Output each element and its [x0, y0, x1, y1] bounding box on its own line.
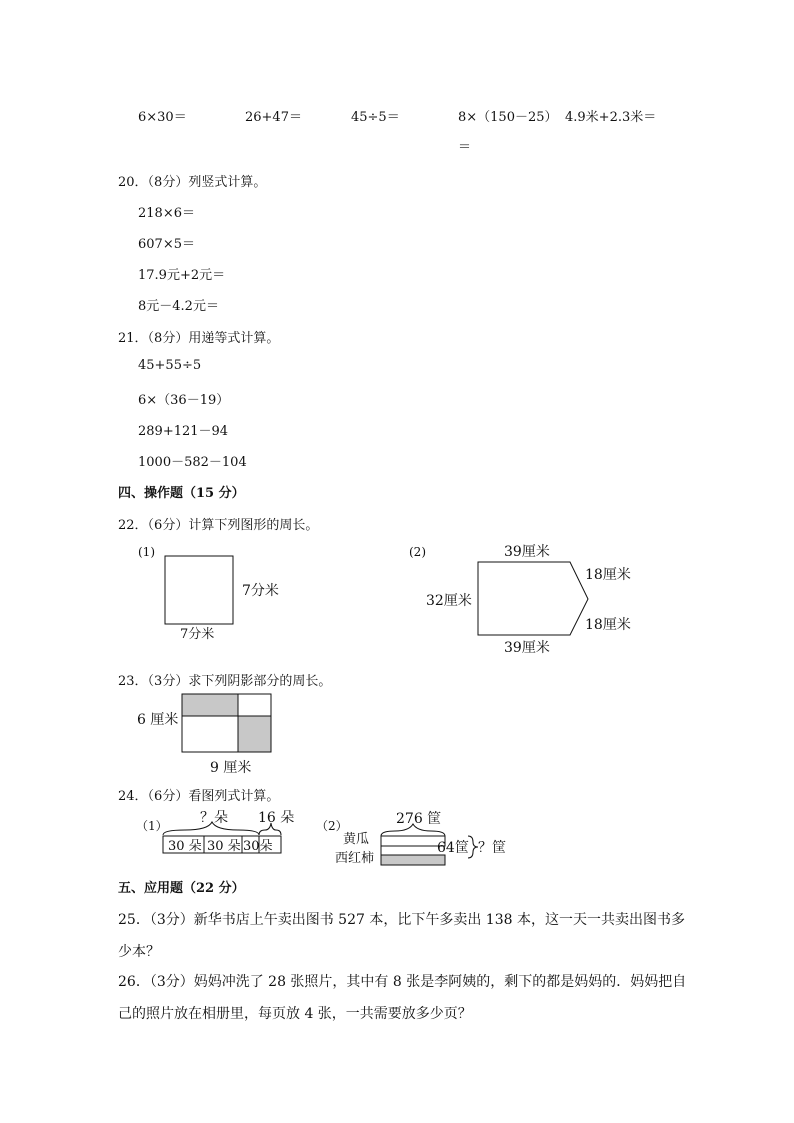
- calc-item-5: 4.9米+2.3米＝: [565, 110, 657, 125]
- q24-fig2-question: ？筐: [478, 840, 506, 856]
- q21-heading: 21．（8分）用递等式计算。: [118, 331, 280, 346]
- calc-item-1: 6×30＝: [138, 110, 187, 125]
- q24-box-1: 30 朵: [168, 839, 202, 854]
- square-bottom-label: 7分米: [180, 627, 215, 642]
- q24-fig1-label: （1）: [136, 819, 168, 833]
- q24-fig2-total: 276 筐: [396, 811, 442, 827]
- pentagon-right-bottom-label: 18厘米: [585, 617, 631, 633]
- calc-item-4-continuation: ＝: [458, 140, 472, 155]
- q24-box-3: 30朵: [243, 839, 273, 854]
- q20-item-2: 607×5＝: [138, 237, 195, 252]
- q20-item-3: 17.9元+2元＝: [138, 268, 226, 283]
- pentagon-top-label: 39厘米: [504, 544, 550, 560]
- q23-heading: 23．（3分）求下列阴影部分的周长。: [118, 674, 332, 689]
- q24-heading: 24．（6分）看图列式计算。: [118, 789, 280, 804]
- calc-item-2: 26+47＝: [245, 110, 302, 125]
- q24-fig2-bar-tomato: [381, 855, 445, 865]
- q26-line-2: 己的照片放在相册里，每页放 4 张，一共需要放多少页？: [118, 1006, 472, 1022]
- calc-item-3: 45÷5＝: [351, 110, 400, 125]
- q24-fig2-label: （2）: [316, 819, 348, 833]
- section-4-title: 四、操作题（15 分）: [118, 486, 245, 501]
- q20-item-4: 8元－4.2元＝: [138, 299, 219, 314]
- q21-item-2: 6×（36－19）: [138, 393, 230, 408]
- q24-fig2-bar-cucumber: [381, 836, 445, 846]
- q24-fig1-question: ？朵: [200, 810, 228, 826]
- q20-heading: 20．（8分）列竖式计算。: [118, 175, 267, 190]
- q25-line-1: 25．（3分）新华书店上午卖出图书 527 本，比下午多卖出 138 本，这一天一共卖出图书多: [118, 912, 685, 928]
- q22-fig1-label: (1): [138, 545, 155, 559]
- q23-width-label: 9 厘米: [210, 760, 252, 776]
- q21-item-4: 1000－582－104: [138, 455, 247, 470]
- q24-fig1-extra: 16 朵: [258, 810, 295, 826]
- square-right-label: 7分米: [242, 583, 279, 599]
- q24-fig2-row2: 西红柿: [335, 851, 375, 866]
- q23-shaded-top: [182, 694, 238, 716]
- pentagon-shape: [478, 562, 588, 635]
- q21-item-3: 289+121－94: [138, 424, 229, 439]
- q24-fig2-diff: 64筐: [437, 840, 469, 856]
- q22-heading: 22．（6分）计算下列图形的周长。: [118, 518, 319, 533]
- q21-item-1: 45+55÷5: [138, 358, 202, 373]
- q25-line-2: 少本？: [118, 944, 160, 960]
- q24-box-2: 30 朵: [207, 839, 241, 854]
- pentagon-left-label: 32厘米: [426, 593, 472, 609]
- q22-fig2-label: (2): [409, 545, 426, 559]
- q23-shaded-bottom: [238, 716, 271, 752]
- pentagon-right-top-label: 18厘米: [585, 567, 631, 583]
- pentagon-bottom-label: 39厘米: [504, 640, 550, 656]
- q24-fig2-row1: 黄瓜: [343, 832, 370, 847]
- q24-fig2-brace-right: [468, 836, 478, 858]
- q23-height-label: 6 厘米: [137, 712, 179, 728]
- section-5-title: 五、应用题（22 分）: [118, 881, 245, 896]
- q20-item-1: 218×6＝: [138, 206, 195, 221]
- q26-line-1: 26．（3分）妈妈冲洗了 28 张照片，其中有 8 张是李阿姨的，剩下的都是妈妈的．妈妈把自: [118, 974, 687, 990]
- calc-item-4: 8×（150－25）: [458, 110, 558, 125]
- square-shape: [165, 556, 233, 624]
